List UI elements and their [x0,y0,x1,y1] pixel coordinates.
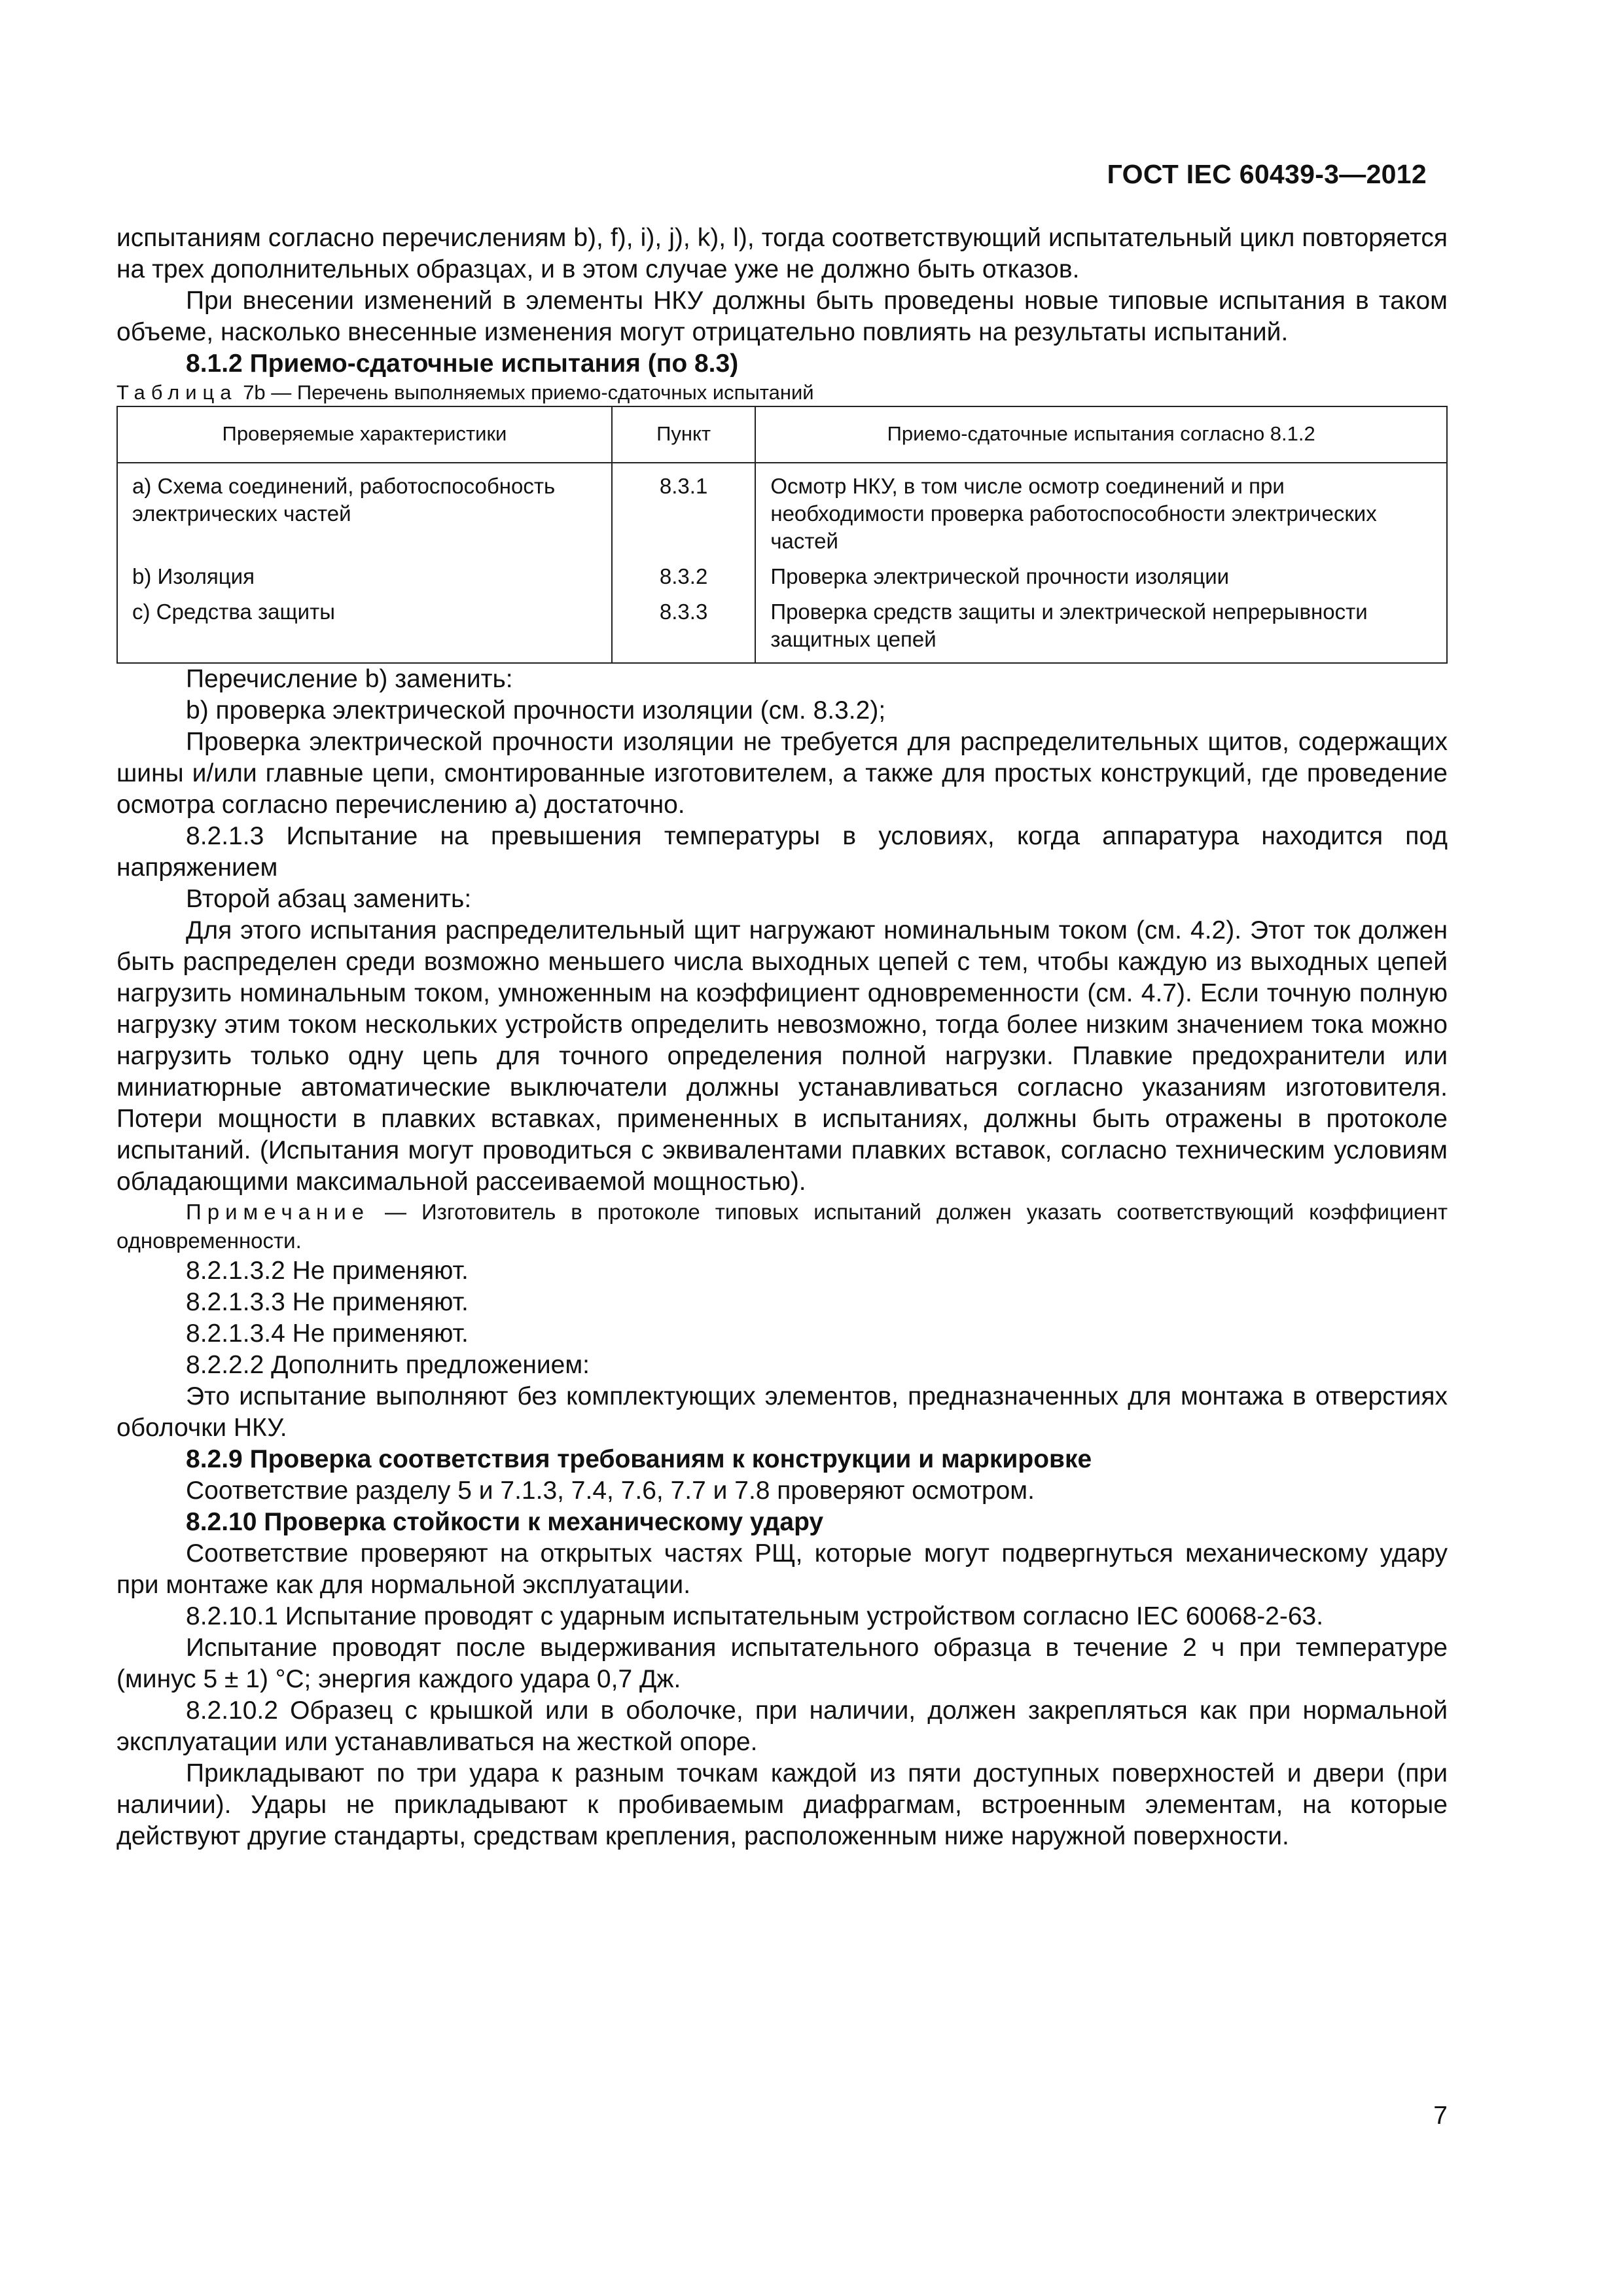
paragraph: Это испытание выполняют без комплектующих элементов, предназначенных для монтажа в отверстиях оболочки НКУ. [116,1382,1448,1442]
table-row [117,463,1447,560]
paragraph: 8.2.10.1 Испытание проводят с ударным испытательным устройством согласно IEC 60068-2-63. [186,1602,1324,1630]
section-heading: 8.2.9 Проверка соответствия требованиям к конструкции и маркировке [186,1445,1092,1473]
section-heading: 8.2.10 Проверка стойкости к механическому удару [186,1508,824,1536]
paragraph: 8.2.1.3.2 Не применяют. [186,1257,469,1285]
column-header: Приемо-сдаточные испытания согласно 8.1.2 [755,406,1447,463]
paragraph: Соответствие проверяют на открытых частях РЩ, которые могут подвергнуться механическому удару при монтаже как для нормальной эксплуатации. [116,1539,1448,1599]
table-caption [116,380,1448,406]
column-header: Проверяемые характеристики [117,406,612,463]
paragraph: 8.2.1.3 Испытание на превышения температуры в условиях, когда аппаратура находится под напряжением [116,822,1448,882]
paragraph: Прикладывают по три удара к разным точкам каждой из пяти доступных поверхностей и двери (при наличии). Удары не прикладывают к пробиваемым диафрагмам, встроенным элементам, на которые действуют другие стандарты, средствам крепления, расположенным ниже наружной поверхности. [116,1759,1448,1850]
table-row [117,560,1447,596]
table-cell: 8.3.2 [612,560,755,596]
page-content [116,223,1448,1852]
paragraph: 8.2.1.3.4 Не применяют. [186,1319,469,1348]
table-cell: 8.3.3 [612,596,755,663]
paragraph: Соответствие разделу 5 и 7.1.3, 7.4, 7.6, 7.7 и 7.8 проверяют осмотром. [186,1477,1035,1505]
table-row [117,596,1447,663]
paragraph: Испытание проводят после выдерживания испытательного образца в течение 2 ч при температуре (минус 5 ± 1) °C; энергия каждого удара 0,7 Дж. [116,1634,1448,1693]
table-cell: Проверка средств защиты и электрической непрерывности защитных цепей [755,596,1447,663]
paragraph: испытаниям согласно перечислениям b), f), i), j), k), l), тогда соответствующий испытательный цикл повторяется на трех дополнительных образцах, и в этом случае уже не должно быть отказов. [116,224,1448,283]
table-header-row [117,406,1447,463]
table-caption-label: Таблица [116,381,238,404]
paragraph: 8.2.10.2 Образец с крышкой или в оболочке, при наличии, должен закрепляться как при нормальной эксплуатации или устанавливаться на жесткой опоре. [116,1696,1448,1756]
table-caption-text: 7b — Перечень выполняемых приемо-сдаточных испытаний [243,381,814,404]
note-text: — Изготовитель в протоколе типовых испытаний должен указать соответствующий коэффициент одновременности. [116,1200,1448,1253]
table-cell: c) Средства защиты [117,596,612,663]
column-header: Пункт [612,406,755,463]
document-header: ГОСТ IEC 60439-3—2012 [1107,159,1427,189]
paragraph: b) проверка электрической прочности изоляции (см. 8.3.2); [186,696,886,725]
table-cell: a) Схема соединений, работоспособность электрических частей [117,463,612,560]
table-cell: 8.3.1 [612,463,755,560]
table-cell: b) Изоляция [117,560,612,596]
paragraph: Проверка электрической прочности изоляции не требуется для распределительных щитов, содержащих шины и/или главные цепи, смонтированные изготовителем, а также для простых конструкций, где проведение осмотра согласно перечислению a) достаточно. [116,728,1448,819]
note-label: Примечание [186,1200,370,1224]
paragraph: При внесении изменений в элементы НКУ должны быть проведены новые типовые испытания в таком объеме, насколько внесенные изменения могут отрицательно повлиять на результаты испытаний. [116,287,1448,346]
note [116,1198,1448,1255]
paragraph: Для этого испытания распределительный щит нагружают номинальным током (см. 4.2). Этот ток должен быть распределен среди возможно меньшего числа выходных цепей с тем, чтобы каждую из выходных цепей нагрузить номинальным током, умноженным на коэффициент одновременности (см. 4.7). Если точную полную нагрузку этим током нескольких устройств определить невозможно, тогда более низким значением тока можно нагрузить только одну цепь для точного определения полной нагрузки. Плавкие предохранители или миниатюрные автоматические выключатели должны устанавливаться согласно указаниям изготовителя. Потери мощности в плавких вставках, примененных в испытаниях, должны быть отражены в протоколе испытаний. (Испытания могут проводиться с эквивалентами плавких вставок, согласно техническим условиям обладающими максимальной рассеиваемой мощностью). [116,916,1448,1196]
paragraph: 8.2.2.2 Дополнить предложением: [186,1351,590,1379]
tests-table [116,406,1448,664]
paragraph: 8.2.1.3.3 Не применяют. [186,1288,469,1316]
page-number: 7 [1433,2102,1448,2130]
paragraph: Перечисление b) заменить: [186,665,513,693]
paragraph: Второй абзац заменить: [186,885,472,913]
table-cell: Проверка электрической прочности изоляции [755,560,1447,596]
table-cell: Осмотр НКУ, в том числе осмотр соединений и при необходимости проверка работоспособности электрических частей [755,463,1447,560]
section-heading: 8.1.2 Приемо-сдаточные испытания (по 8.3) [186,350,739,378]
